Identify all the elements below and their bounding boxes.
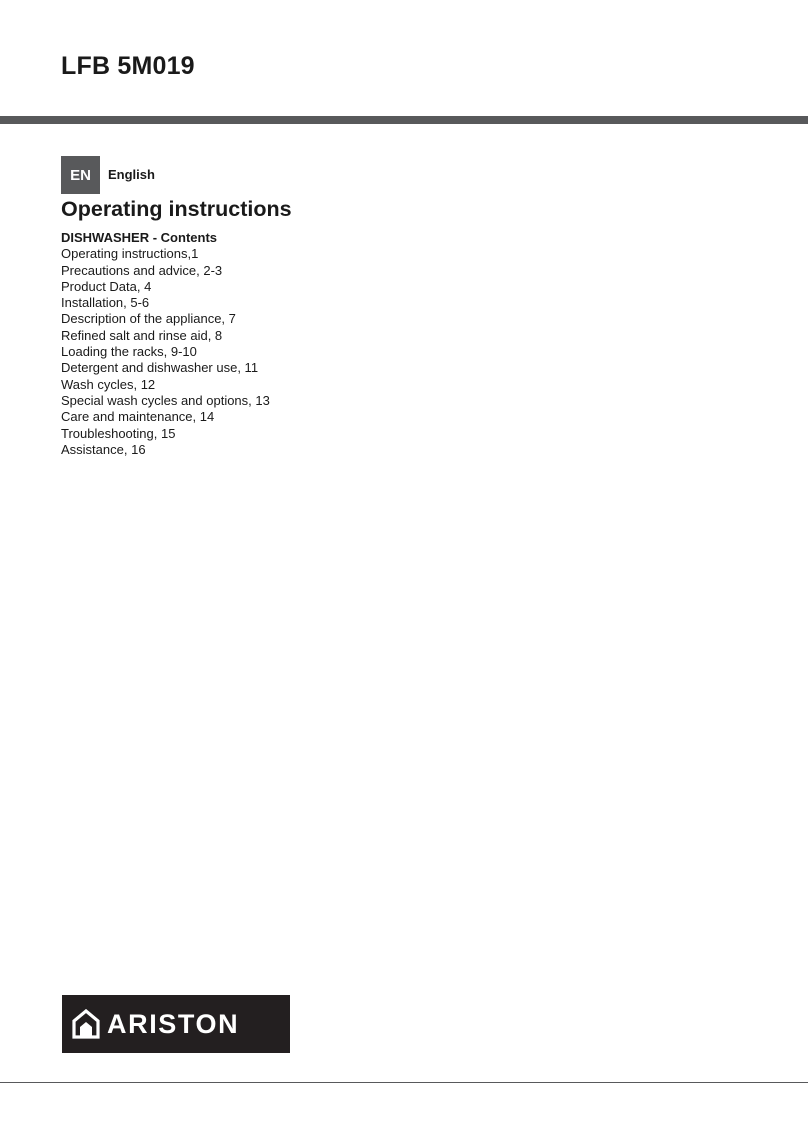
contents-item: Installation, 5-6 [61,295,150,311]
contents-item: Description of the appliance, 7 [61,311,236,327]
language-indicator [61,156,155,194]
contents-item: Wash cycles, 12 [61,376,156,392]
language-name: English [108,167,155,182]
contents-item: Assistance, 16 [61,441,146,457]
model-number: LFB 5M019 [61,52,195,80]
contents-item: Refined salt and rinse aid, 8 [61,327,223,343]
contents-item: Care and maintenance, 14 [61,409,215,425]
footer-divider [0,1082,808,1083]
contents-list [61,246,270,458]
contents-heading: DISHWASHER - Contents [61,230,217,245]
brand-name: ARISTON [107,1008,240,1039]
contents-item: Precautions and advice, 2-3 [61,262,223,278]
contents-item: Detergent and dishwasher use, 11 [61,360,259,376]
brand-logo [62,995,290,1053]
contents-item: Operating instructions,1 [61,246,199,262]
contents-item: Product Data, 4 [61,278,152,294]
table-of-contents [61,230,270,458]
contents-item: Loading the racks, 9-10 [61,344,197,360]
contents-item: Special wash cycles and options, 13 [61,392,270,408]
contents-item: Troubleshooting, 15 [61,425,176,441]
document-title: Operating instructions [61,197,292,221]
house-logo-icon [72,1009,100,1039]
header-divider [0,116,808,124]
language-code-badge: EN [61,156,100,194]
